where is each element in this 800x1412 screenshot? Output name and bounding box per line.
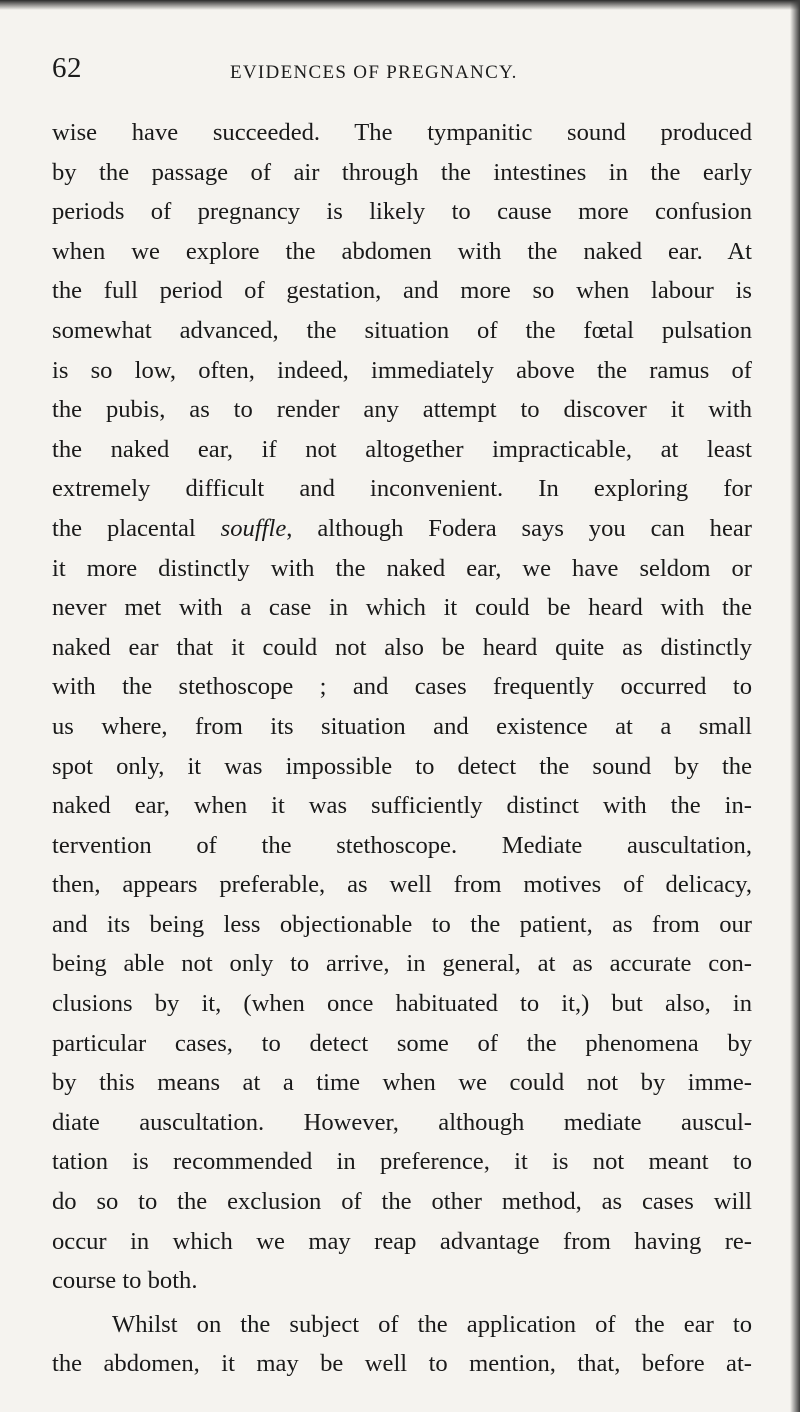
text-line: when we explore the abdomen with the naked ear. At xyxy=(52,237,752,265)
text-fragment: the placental xyxy=(52,514,221,542)
text-line: is so low, often, indeed, immediately above the ramus of xyxy=(52,356,752,384)
text-line: by this means at a time when we could not by imme- xyxy=(52,1069,752,1097)
text-line: periods of pregnancy is likely to cause more confusion xyxy=(52,198,752,226)
text-line: and its being less objectionable to the patient, as from our xyxy=(52,910,752,938)
body-text xyxy=(52,113,752,1384)
text-line: do so to the exclusion of the other method, as cases will xyxy=(52,1188,752,1216)
text-line: then, appears preferable, as well from motives of delicacy, xyxy=(52,871,752,899)
text-line: naked ear that it could not also be heard quite as distinctly xyxy=(52,633,752,661)
text-line: somewhat advanced, the situation of the fœtal pulsation xyxy=(52,316,752,344)
text-line: it more distinctly with the naked ear, we have seldom or xyxy=(52,554,752,582)
text-fragment: , although Fodera says you can hear xyxy=(286,514,752,542)
text-line: by the passage of air through the intestines in the early xyxy=(52,158,752,186)
text-line: the naked ear, if not altogether impracticable, at least xyxy=(52,435,752,463)
text-line: with the stethoscope ; and cases frequently occurred to xyxy=(52,673,752,701)
text-line: Whilst on the subject of the application of the ear to xyxy=(112,1310,752,1338)
text-line: being able not only to arrive, in general, at as accurate con- xyxy=(52,950,752,978)
text-line-with-italic xyxy=(52,509,752,549)
text-line: the abdomen, it may be well to mention, that, before at- xyxy=(52,1350,752,1378)
text-line: diate auscultation. However, although mediate auscul- xyxy=(52,1108,752,1136)
text-line: never met with a case in which it could be heard with the xyxy=(52,594,752,622)
text-line: wise have succeeded. The tympanitic sound produced xyxy=(52,119,752,146)
text-line: the pubis, as to render any attempt to discover it with xyxy=(52,396,752,424)
running-head: EVIDENCES OF PREGNANCY. xyxy=(230,62,518,83)
text-line: naked ear, when it was sufficiently distinct with the in- xyxy=(52,792,752,820)
paragraph xyxy=(52,1305,752,1384)
text-line: occur in which we may reap advantage from having re- xyxy=(52,1227,752,1255)
text-line: particular cases, to detect some of the phenomena by xyxy=(52,1029,752,1057)
paragraph xyxy=(52,113,752,1301)
text-line: spot only, it was impossible to detect the sound by the xyxy=(52,752,752,780)
text-line: extremely difficult and inconvenient. In exploring for xyxy=(52,475,752,503)
italic-term: souffle xyxy=(220,514,287,542)
page-header xyxy=(52,52,752,92)
text-line: us where, from its situation and existence at a small xyxy=(52,712,752,740)
text-line: the full period of gestation, and more so when labour is xyxy=(52,277,752,305)
text-line: tation is recommended in preference, it is not meant to xyxy=(52,1148,752,1176)
text-line: course to both. xyxy=(52,1267,198,1295)
page-number: 62 xyxy=(52,52,82,84)
text-line: tervention of the stethoscope. Mediate auscultation, xyxy=(52,831,752,859)
text-line: clusions by it, (when once habituated to it,) but also, in xyxy=(52,990,752,1018)
